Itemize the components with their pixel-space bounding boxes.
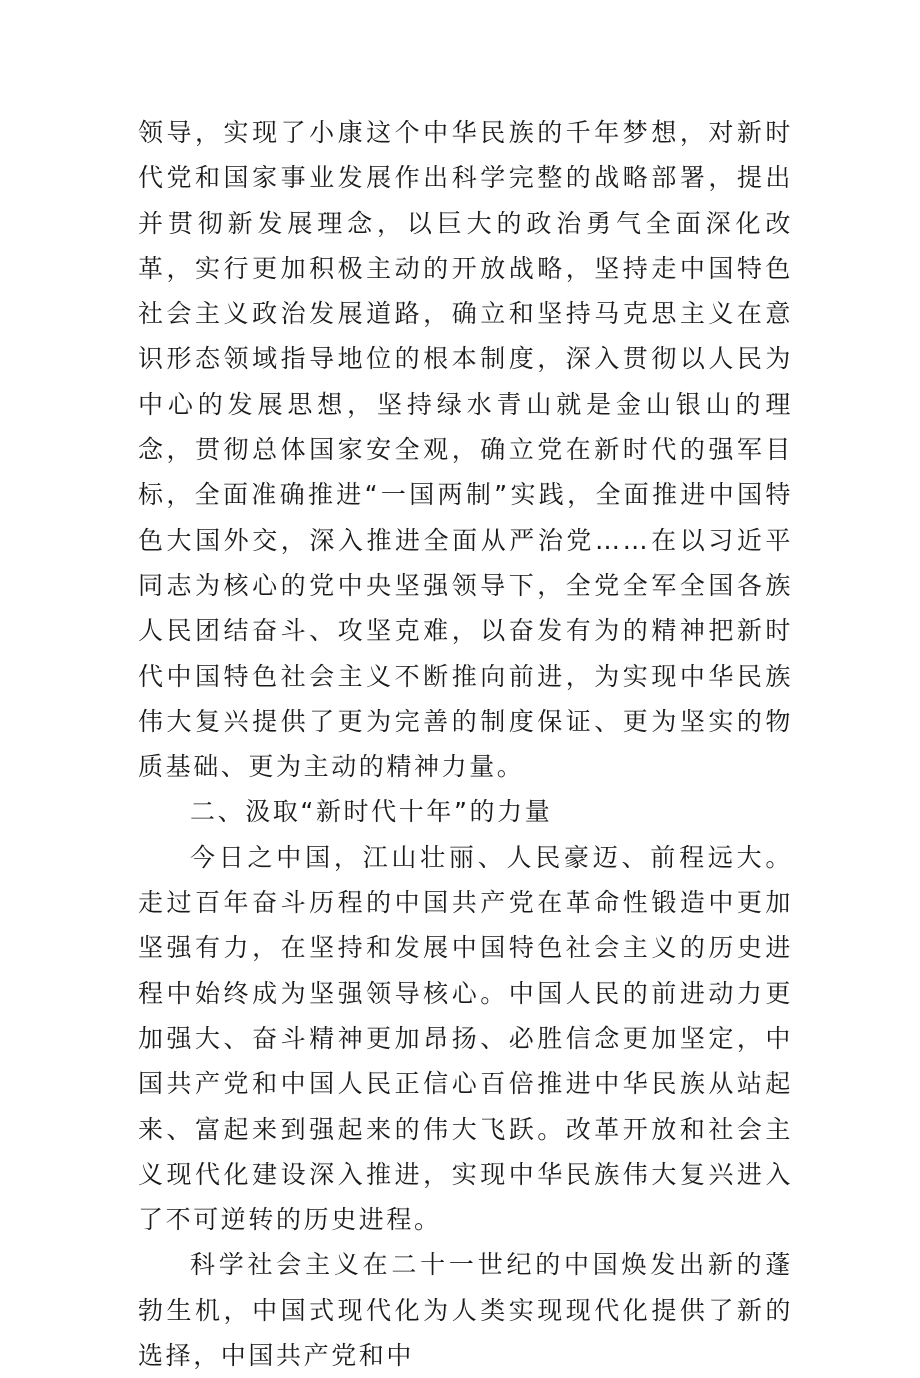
paragraph: 今日之中国，江山壮丽、人民豪迈、前程远大。走过百年奋斗历程的中国共产党在革命性锻造中更加坚强有力，在坚持和发展中国特色社会主义的历史进程中始终成为坚强领导核心。中国人民的前进动力更加强大、奋斗精神更加昂扬、必胜信念更加坚定，中国共产党和中国人民正信心百倍推进中华民族从站起来、富起来到强起来的伟大飞跃。改革开放和社会主义现代化建设深入推进，实现中华民族伟大复兴进入了不可逆转的历史进程。 (138, 842, 793, 1235)
paragraph: 科学社会主义在二十一世纪的中国焕发出新的蓬勃生机，中国式现代化为人类实现现代化提供了新的选择，中国共产党和中 (138, 1250, 793, 1371)
document-body (138, 110, 793, 1378)
section-heading: 二、汲取“新时代十年”的力量 (190, 797, 553, 827)
paragraph-continued: 领导，实现了小康这个中华民族的千年梦想，对新时代党和国家事业发展作出科学完整的战略部署，提出并贯彻新发展理念，以巨大的政治勇气全面深化改革，实行更加积极主动的开放战略，坚持走中国特色社会主义政治发展道路，确立和坚持马克思主义在意识形态领域指导地位的根本制度，深入贯彻以人民为中心的发展思想，坚持绿水青山就是金山银山的理念，贯彻总体国家安全观，确立党在新时代的强军目标，全面准确推进“一国两制”实践，全面推进中国特色大国外交，深入推进全面从严治党……在以习近平同志为核心的党中央坚强领导下，全党全军全国各族人民团结奋斗、攻坚克难，以奋发有为的精神把新时代中国特色社会主义不断推向前进，为实现中华民族伟大复兴提供了更为完善的制度保证、更为坚实的物质基础、更为主动的精神力量。 (138, 118, 793, 782)
